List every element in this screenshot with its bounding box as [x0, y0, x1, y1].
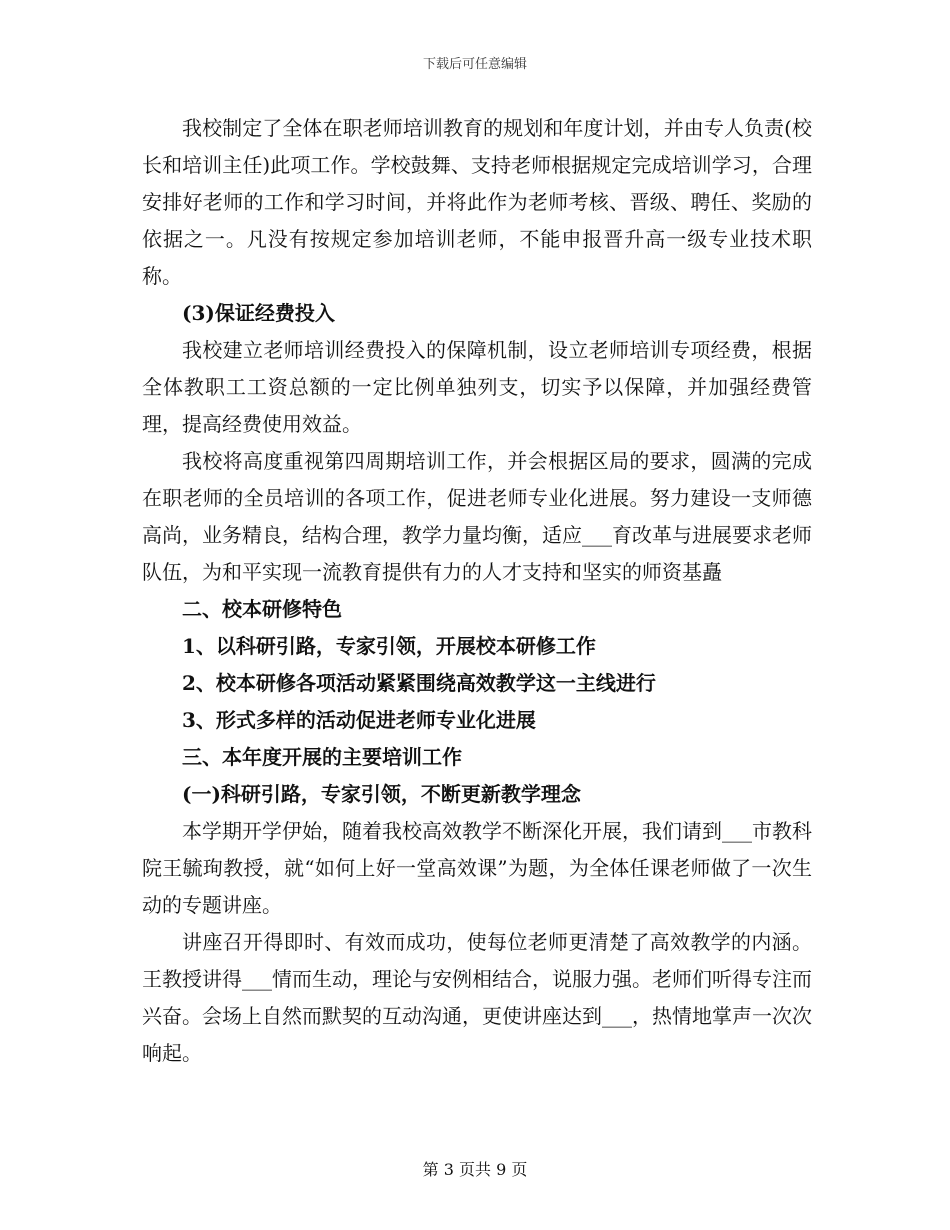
paragraph: 我校建立老师培训经费投入的保障机制，设立老师培训专项经费，根据全体教职工工资总额的一定比例单独列支，切实予以保障，并加强经费管理，提高经费使用效益。 [142, 338, 812, 436]
paragraph: 我校将高度重视第四周期培训工作，并会根据区局的要求，圆满的完成在职老师的全员培训的各项工作，促进老师专业化进展。努力建设一支师德高尚，业务精良，结构合理，教学力量均衡，适应___育改革与进展要求老师队伍，为和平实现一流教育提供有力的人才支持和坚实的师资基矗 [142, 449, 812, 584]
paragraph: 讲座召开得即时、有效而成功，使每位老师更清楚了高效教学的内涵。王教授讲得___情而生动，理论与安例相结合，说服力强。老师们听得专注而兴奋。会场上自然而默契的互动沟通，更使讲座达到___，热情地掌声一次次响起。 [142, 930, 812, 1065]
page-footer: 第 3 页共 9 页 [422, 1160, 528, 1179]
section-heading: (一)科研引路，专家引领，不断更新教学理念 [182, 782, 581, 806]
section-heading: 1、以科研引路，专家引领，开展校本研修工作 [182, 634, 596, 658]
page-header: 下载后可任意编辑 [422, 57, 527, 72]
section-heading: 2、校本研修各项活动紧紧围绕高效教学这一主线进行 [182, 671, 656, 695]
paragraph: 本学期开学伊始，随着我校高效教学不断深化开展，我们请到___市教科院王毓珣教授，就“如何上好一堂高效课”为题，为全体任课老师做了一次生动的专题讲座。 [142, 819, 812, 917]
section-heading: 二、校本研修特色 [182, 597, 342, 621]
section-heading: 三、本年度开展的主要培训工作 [182, 745, 462, 769]
section-heading: (3)保证经费投入 [182, 301, 335, 325]
paragraph: 我校制定了全体在职老师培训教育的规划和年度计划，并由专人负责(校长和培训主任)此项工作。学校鼓舞、支持老师根据规定完成培训学习，合理安排好老师的工作和学习时间，并将此作为老师考核、晋级、聘任、奖励的依据之一。凡没有按规定参加培训老师，不能申报晋升高一级专业技术职称。 [142, 116, 812, 288]
document-body [142, 110, 812, 1072]
section-heading: 3、形式多样的活动促进老师专业化进展 [182, 708, 536, 732]
